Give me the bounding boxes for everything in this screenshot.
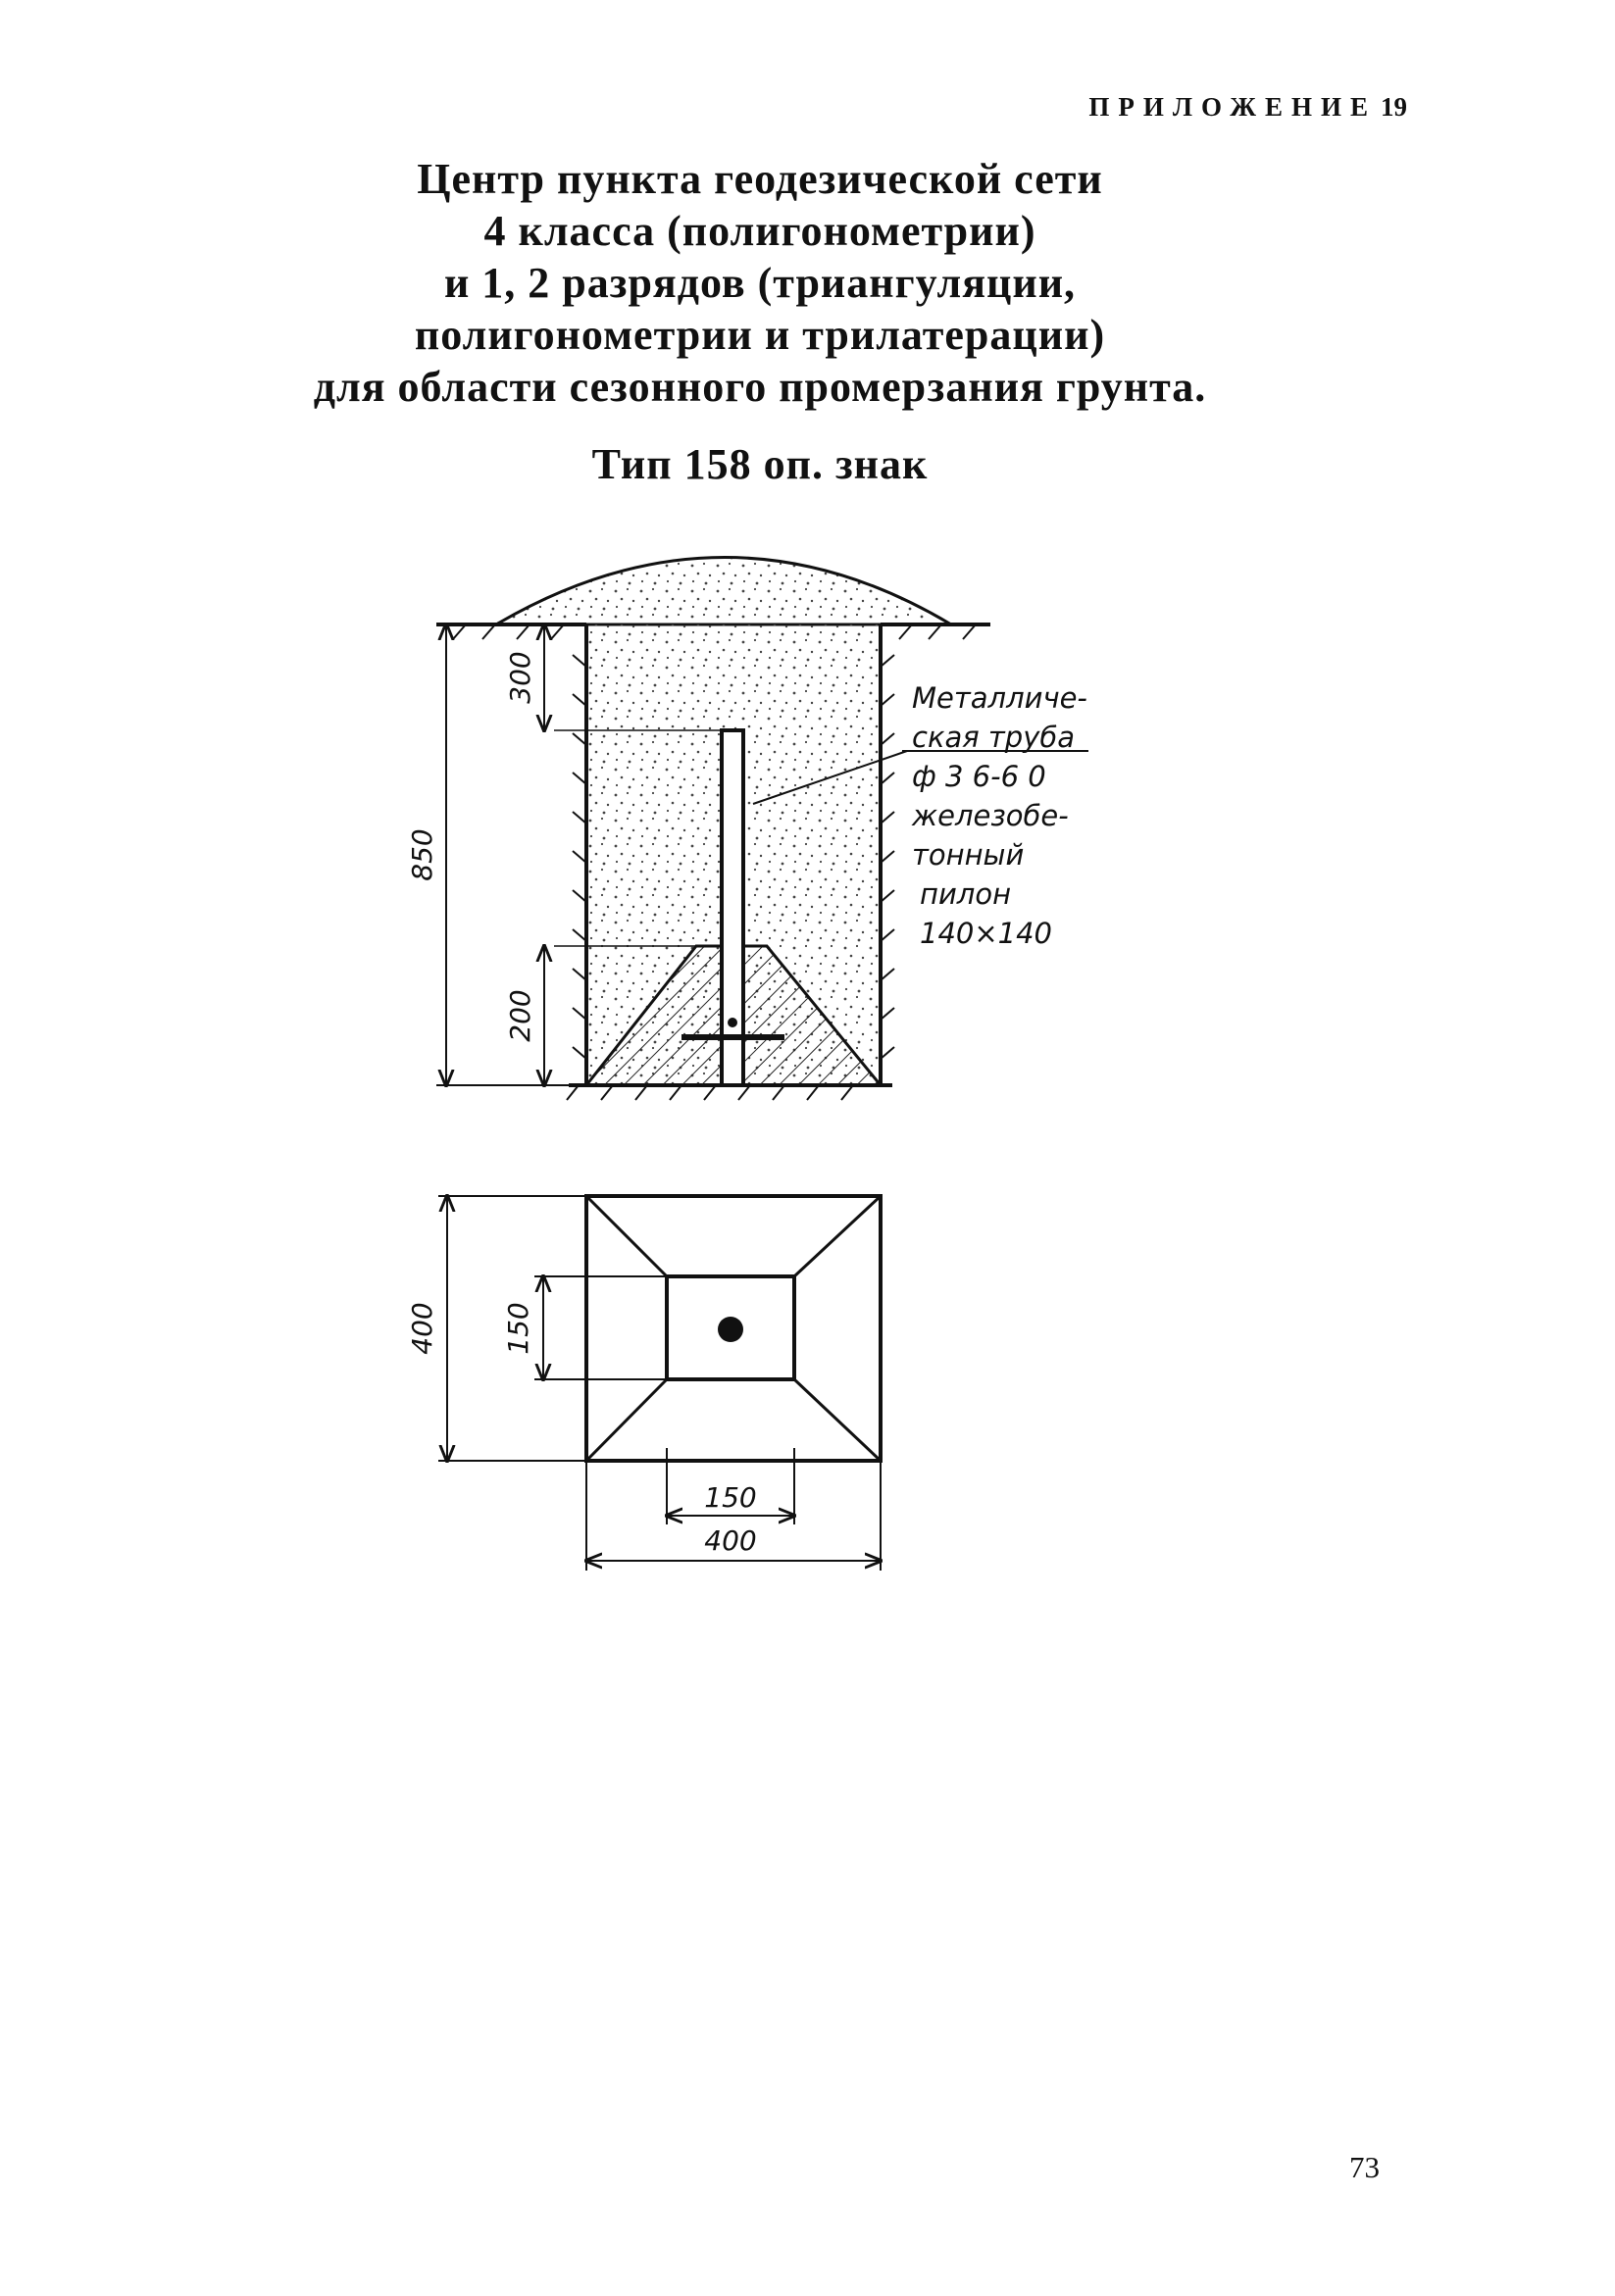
callout-line-1: Металличе- — [912, 681, 1087, 715]
title-line-3: и 1, 2 разрядов (триангуляции, — [443, 259, 1077, 307]
title-line-2: 4 класса (полигонометрии) — [483, 207, 1036, 255]
plan-width-400-label: 400 — [704, 1524, 757, 1557]
callout-line-2: ская труба — [912, 721, 1076, 754]
appendix-number: 19 — [1381, 92, 1407, 122]
page-number: 73 — [1349, 2150, 1380, 2184]
callout-line-4: железобе- — [912, 799, 1069, 832]
title-line-1: Центр пункта геодезической сети — [417, 155, 1103, 203]
section-view — [406, 558, 1088, 1101]
metal-pipe — [722, 730, 743, 1085]
plan-height-400-label: 400 — [406, 1302, 438, 1355]
sign-type-line: Тип 158 оп. знак — [591, 440, 929, 488]
plan-width-150-label: 150 — [704, 1481, 757, 1514]
soil-mound — [496, 558, 951, 625]
depth-200-label: 200 — [504, 989, 536, 1042]
callout-line-6: пилон — [920, 877, 1012, 911]
plan-view — [406, 1196, 881, 1571]
plan-pipe-center — [718, 1317, 743, 1342]
title-line-5: для области сезонного промерзания грунта. — [313, 363, 1207, 411]
appendix-label-text: ПРИЛОЖЕНИЕ — [1088, 92, 1377, 122]
callout-text — [911, 681, 1087, 950]
depth-850-label: 850 — [406, 828, 438, 881]
callout-line-7: 140×140 — [920, 917, 1053, 950]
callout-line-5: тонный — [912, 838, 1025, 872]
depth-300-label: 300 — [504, 651, 536, 704]
callout-line-3: ф 3 6-6 0 — [912, 760, 1046, 793]
title-line-4: полигонометрии и трилатерации) — [414, 311, 1106, 359]
plan-height-150-label: 150 — [502, 1302, 534, 1355]
